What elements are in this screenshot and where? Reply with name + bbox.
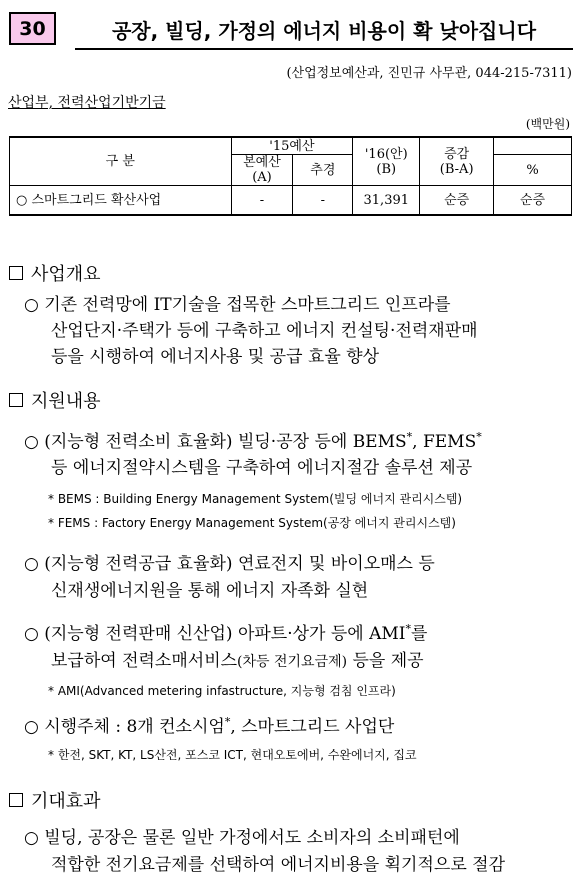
note-fems: * FEMS : Factory Energy Management System(공장 에너지 관리시스템) [48,516,456,530]
row-pct: 순증 [494,186,572,216]
note-consortium: * 한전, SKT, KT, LS산전, 포스코 ICT, 현대오토에버, 수완에너지, 집코 [48,748,417,762]
header-15-budget: '15예산 [231,137,353,155]
table-row [10,186,572,216]
effect-bullet-1: ○ 빌딩, 공장은 물론 일반 가정에서도 소비자의 소비패턴에 [24,828,460,848]
support-line-1b: 등 에너지절약시스템을 구축하여 에너지절감 솔루션 제공 [51,458,473,478]
header-main-budget: 본예산 (A) [231,155,293,186]
support-line-2b: 신재생에너지원을 통해 에너지 자족화 실현 [51,581,369,601]
header-16: '16(안) (B) [353,137,420,186]
overview-bullet-1: ○ 기존 전력망에 IT기술을 접목한 스마트그리드 인프라를 [24,295,451,315]
overview-line-2: 산업단지·주택가 등에 구축하고 에너지 컨설팅·전력재판매 [51,321,478,341]
support-bullet-3: ○ (지능형 전력판매 신산업) 아파트·상가 등에 AMI*를 [24,622,428,644]
agency-label: 산업부, 전력산업기반기금 [8,95,166,111]
note-ami: * AMI(Advanced metering infastructure, 지능형 검침 인프라) [48,684,396,698]
overview-line-3: 등을 시행하여 에너지사용 및 공급 효율 향상 [51,347,380,367]
header-gubun: 구 분 [10,137,232,186]
effect-line-2: 적합한 전기요금제를 선택하여 에너지비용을 획기적으로 절감 [51,855,505,875]
section-overview: 사업개요 [9,260,101,286]
row-supp: - [293,186,353,216]
header-supp-budget: 추경 [293,155,353,186]
budget-table [9,136,572,216]
support-line-3b: 보급하여 전력소매서비스(차등 전기요금제) 등을 제공 [51,651,424,671]
section-effect: 기대효과 [9,787,101,813]
header-pct: % [494,155,572,186]
support-bullet-1: ○ (지능형 전력소비 효율화) 빌딩·공장 등에 BEMS*, FEMS* [24,430,482,452]
row-diff: 순증 [420,186,494,216]
support-bullet-2: ○ (지능형 전력공급 효율화) 연료전지 및 바이오매스 등 [24,554,435,574]
header-pct-top [494,137,572,155]
note-bems: * BEMS : Building Energy Management System(빌딩 에너지 관리시스템) [48,492,463,506]
row-16: 31,391 [353,186,420,216]
title-underline [75,48,573,50]
item-number-badge: 30 [9,12,56,45]
page-title: 공장, 빌딩, 가정의 에너지 비용이 확 낮아집니다 [111,18,537,43]
contact-info: (산업정보예산과, 진민규 사무관, 044-215-7311) [286,66,572,81]
section-support: 지원내용 [9,387,101,413]
row-name: ○ 스마트그리드 확산사업 [10,186,232,216]
checkbox-square-icon [9,793,23,807]
checkbox-square-icon [9,393,23,407]
header-diff: 증감 (B-A) [420,137,494,186]
checkbox-square-icon [9,266,23,280]
row-main: - [231,186,293,216]
support-bullet-4: ○ 시행주체 : 8개 컨소시엄*, 스마트그리드 사업단 [24,715,395,737]
unit-label: (백만원) [525,117,570,131]
